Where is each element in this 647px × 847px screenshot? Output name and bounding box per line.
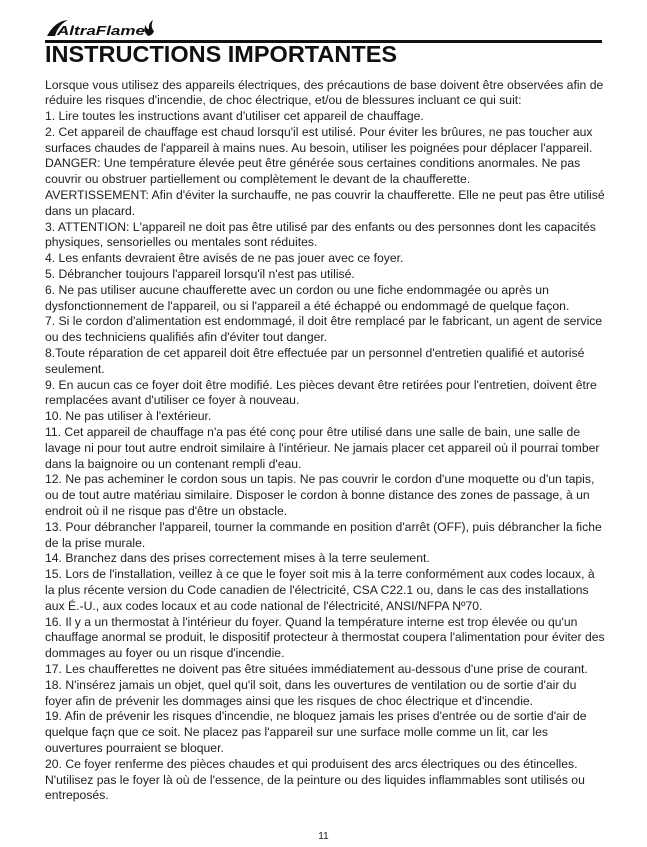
instruction-item: 15. Lors de l'installation, veillez à ce que le foyer soit mis à la terre conformément aux codes locaux, à la plus récente version du Code canadien de l'électricité, CSA C22.1 ou, dans le cas des installations aux É.-U., aux codes locaux et au code national de l'électricité, ANSI/NFPA Nº70. (45, 567, 595, 613)
page-number: 11 (318, 831, 329, 842)
instruction-item: 20. Ce foyer renferme des pièces chaudes et qui produisent des arcs électriques ou des étincelles. N'utilisez pas le foyer là où de l'essence, de la peinture ou des liquides inflammables sont utilisés ou entreposés. (45, 756, 585, 803)
instruction-item: 13. Pour débrancher l'appareil, tourner la commande en position d'arrêt (OFF), puis débrancher la fiche de la prise murale. (45, 519, 602, 550)
instructions-body (45, 78, 605, 805)
instruction-item: 11. Cet appareil de chauffage n'a pas été conç pour être utilisé dans une salle de bain, une salle de lavage ni pour tout autre endroit similaire à l'intérieur. Ne jamais placer cet appareil où il pourrai tomber dans la baignoire ou un contenant rempli d'eau. (45, 425, 600, 471)
instruction-item: 5. Débrancher toujours l'appareil lorsqu'il n'est pas utilisé. (45, 267, 355, 282)
instruction-item: 6. Ne pas utiliser aucune chaufferette avec un cordon ou une fiche endommagée ou après un dysfonctionnement de l'appareil, ou si l'appareil a été échappé ou endommagé de quelque façon. (45, 282, 570, 313)
instruction-item: 7. Si le cordon d'alimentation est endommagé, il doit être remplacé par le fabricant, un agent de service ou des techniciens qualifiés afin d'éviter tout danger. (45, 314, 603, 345)
instruction-item: 19. Afin de prévenir les risques d'incendie, ne bloquez jamais les prises d'entrée ou de sortie d'air de quelque façn que ce soit. Ne placez pas l'appareil sur une surface molle comme un lit, car les ouvertures pourraient se bloquer. (45, 709, 587, 755)
instruction-item: 4. Les enfants devraient être avisés de ne pas jouer avec ce foyer. (45, 251, 404, 266)
intro-paragraph: Lorsque vous utilisez des appareils électriques, des précautions de base doivent être observées afin de réduire les risques d'incendie, de choc électrique, et/ou de blessures incluant ce qui suit: (45, 77, 604, 108)
instruction-item: 3. ATTENTION: L'appareil ne doit pas être utilisé par des enfants ou des personnes dont les capacités physiques, sensorielles ou mentales sont réduites. (45, 219, 596, 250)
instruction-item: 16. Il y a un thermostat à l'intérieur du foyer. Quand la température interne est trop élevée ou qu'un chauffage anormal se produit, le dispositif protecteur à thermostat coupera l'alimentation pour éviter des dommages au foyer ou un risque d'incendie. (45, 614, 605, 661)
instruction-item: AVERTISSEMENT: Afin d'éviter la surchauffe, ne pas couvrir la chaufferette. Elle ne peut pas être utilisé dans un placard. (45, 188, 605, 218)
instruction-item: DANGER: Une température élevée peut être générée sous certaines conditions anormales. Ne pas couvrir ou obstruer partiellement ou complètement le devant de la chaufferette. (45, 156, 581, 187)
instruction-item: 8.Toute réparation de cet appareil doit être effectuée par un personnel d'entretien qualifié et autorisé seulement. (45, 346, 585, 376)
instruction-item: 10. Ne pas utiliser à l'extérieur. (45, 409, 212, 424)
instruction-item: 12. Ne pas acheminer le cordon sous un tapis. Ne pas couvrir le cordon d'une moquette ou d'un tapis, ou de tout autre matériau similaire. Disposer le cordon à bonne distance des zones de passage, à un endroit où il ne risque pas d'être un obstacle. (45, 472, 595, 519)
logo-text: AltraFlame (55, 24, 146, 38)
page-title: INSTRUCTIONS IMPORTANTES (45, 41, 398, 67)
instruction-item: 1. Lire toutes les instructions avant d'utiliser cet appareil de chauffage. (45, 109, 424, 124)
altraflame-logo (45, 18, 155, 38)
instruction-item: 9. En aucun cas ce foyer doit être modifié. Les pièces devant être retirées pour l'entretien, doivent être remplacées avant d'utiliser ce foyer à nouveau. (45, 377, 597, 408)
instruction-item: 18. N'insérez jamais un objet, quel qu'il soit, dans les ouvertures de ventilation ou de sortie d'air du foyer afin de prévenir les dommages ainsi que les risques de choc électrique et d'incendie. (45, 677, 577, 708)
instruction-item: 14. Branchez dans des prises correctement mises à la terre seulement. (45, 551, 430, 566)
flame-icon (144, 20, 154, 36)
instruction-item: 2. Cet appareil de chauffage est chaud lorsqu'il est utilisé. Pour éviter les brûures, ne pas toucher aux surfaces chaudes de l'appareil à mains nues. Au besoin, utiliser les poignées pour déplacer l'appareil. (45, 124, 593, 155)
instruction-item: 17. Les chaufferettes ne doivent pas être situées immédiatement au-dessous d'une prise de courant. (45, 661, 588, 676)
